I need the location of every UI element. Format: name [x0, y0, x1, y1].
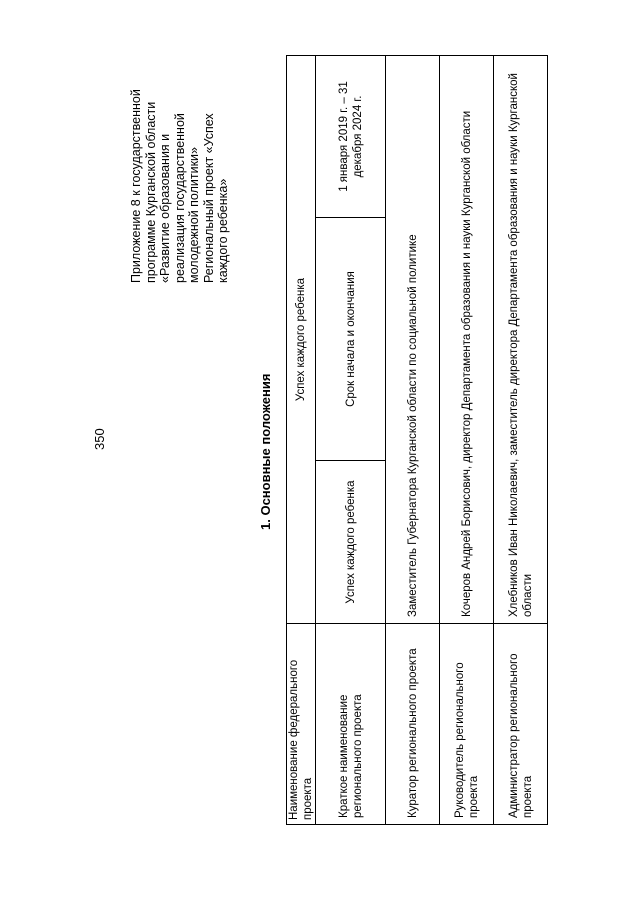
federal-project-label: Наименование федерального проекта [287, 624, 316, 825]
project-info-table [286, 55, 548, 825]
administrator-value: Хлебников Иван Николаевич, заместитель директора Департамента образования и науки Курганской области [494, 56, 548, 624]
table-row-curator [386, 56, 440, 825]
administrator-label: Администратор регионального проекта [494, 624, 548, 825]
term-value: 1 января 2019 г. – 31 декабря 2024 г. [316, 56, 386, 218]
term-label: Срок начала и окончания [316, 218, 386, 461]
section-title: 1. Основные положения [258, 373, 273, 530]
short-name-value: Успех каждого ребенка [316, 461, 386, 624]
curator-value: Заместитель Губернатора Курганской области по социальной политике [386, 56, 440, 624]
head-label: Руководитель регионального проекта [440, 624, 494, 825]
appendix-note: Приложение 8 к государственной программе Курганской области «Развитие образования и реализация государственной молодежной политики» Региональный проект «Успех каждого ребенка» [129, 89, 230, 283]
table-row-administrator [494, 56, 548, 825]
curator-label: Куратор регионального проекта [386, 624, 440, 825]
table-row-head [440, 56, 494, 825]
table-row-federal-project [287, 56, 316, 825]
short-name-label: Краткое наименование регионального проекта [316, 624, 386, 825]
federal-project-value: Успех каждого ребенка [287, 56, 316, 624]
page-number: 350 [92, 428, 107, 450]
head-value: Кочеров Андрей Борисович, директор Департамента образования и науки Курганской области [440, 56, 494, 624]
table-row-short-name [316, 56, 386, 825]
